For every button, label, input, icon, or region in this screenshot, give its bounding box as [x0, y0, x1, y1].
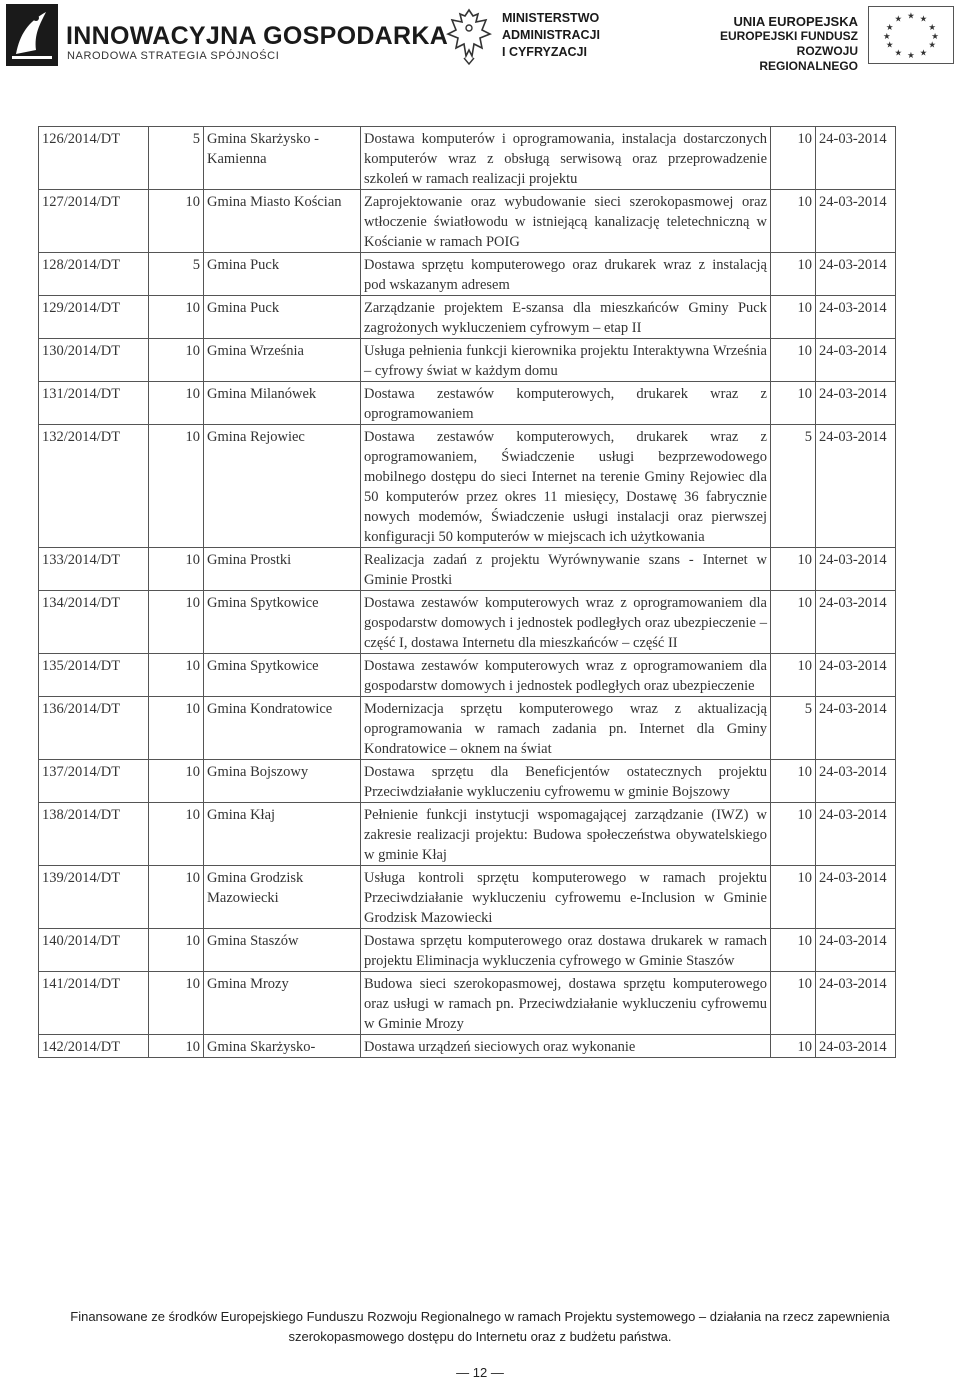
points-cell: 5: [149, 253, 204, 296]
ministry-line: I CYFRYZACJI: [502, 45, 587, 59]
svg-text:★: ★: [885, 39, 894, 50]
polish-eagle-emblem-icon: [444, 6, 494, 66]
description-cell: Dostawa zestawów komputerowych wraz z oprogramowaniem dla gospodarstw domowych i jednostek podległych oraz ubezpieczenie – część I, dostawa Internetu dla mieszkańców – część II: [361, 591, 771, 654]
points-cell: 10: [149, 382, 204, 425]
contract-number-cell: 130/2014/DT: [39, 339, 149, 382]
ministry-name: [502, 10, 600, 61]
table-row: [39, 866, 896, 929]
municipality-cell: Gmina Puck: [204, 296, 361, 339]
table-row: [39, 697, 896, 760]
score-cell: 10: [771, 760, 816, 803]
score-cell: 10: [771, 127, 816, 190]
svg-text:★: ★: [928, 22, 937, 33]
svg-text:★: ★: [919, 47, 928, 58]
score-cell: 5: [771, 697, 816, 760]
contract-number-cell: 142/2014/DT: [39, 1035, 149, 1058]
description-cell: Dostawa zestawów komputerowych, drukarek wraz z oprogramowaniem: [361, 382, 771, 425]
score-cell: 5: [771, 425, 816, 548]
svg-text:★: ★: [907, 50, 915, 61]
description-cell: Realizacja zadań z projektu Wyrównywanie szans - Internet w Gminie Prostki: [361, 548, 771, 591]
date-cell: 24-03-2014: [816, 1035, 896, 1058]
description-cell: Budowa sieci szerokopasmowej, dostawa sprzętu komputerowego oraz usługi w ramach pn. Przeciwdziałanie wykluczeniu cyfrowemu w Gminie Mrozy: [361, 972, 771, 1035]
municipality-cell: Gmina Rejowiec: [204, 425, 361, 548]
table-row: [39, 972, 896, 1035]
points-cell: 10: [149, 972, 204, 1035]
eu-fund-name: [718, 14, 858, 74]
table-row: [39, 548, 896, 591]
description-cell: Dostawa sprzętu komputerowego oraz dostawa drukarek w ramach projektu Eliminacja wykluczenia cyfrowego w Gminie Staszów: [361, 929, 771, 972]
municipality-cell: Gmina Spytkowice: [204, 591, 361, 654]
contract-number-cell: 137/2014/DT: [39, 760, 149, 803]
description-cell: Zaprojektowanie oraz wybudowanie sieci szerokopasmowej oraz wtłoczenie światłowodu w istniejącą kanalizację teletechniczną w Kościanie w ramach POIG: [361, 190, 771, 253]
page-header: [0, 0, 960, 75]
municipality-cell: Gmina Staszów: [204, 929, 361, 972]
points-cell: 10: [149, 866, 204, 929]
score-cell: 10: [771, 190, 816, 253]
municipality-cell: Gmina Września: [204, 339, 361, 382]
points-cell: 10: [149, 1035, 204, 1058]
description-cell: Dostawa zestawów komputerowych wraz z oprogramowaniem dla gospodarstw domowych i jednostek podległych oraz ubezpieczenie: [361, 654, 771, 697]
contract-number-cell: 135/2014/DT: [39, 654, 149, 697]
score-cell: 10: [771, 253, 816, 296]
contract-number-cell: 131/2014/DT: [39, 382, 149, 425]
score-cell: 10: [771, 339, 816, 382]
table-row: [39, 296, 896, 339]
points-cell: 10: [149, 296, 204, 339]
date-cell: 24-03-2014: [816, 654, 896, 697]
municipality-cell: Gmina Puck: [204, 253, 361, 296]
page-number-value: 12: [472, 1365, 488, 1380]
page-footer: [0, 1307, 960, 1347]
date-cell: 24-03-2014: [816, 253, 896, 296]
contract-number-cell: 138/2014/DT: [39, 803, 149, 866]
table-row: [39, 253, 896, 296]
date-cell: 24-03-2014: [816, 866, 896, 929]
svg-text:★: ★: [931, 30, 940, 41]
table-row: [39, 1035, 896, 1058]
contract-number-cell: 133/2014/DT: [39, 548, 149, 591]
municipality-cell: Gmina Prostki: [204, 548, 361, 591]
municipality-cell: Gmina Milanówek: [204, 382, 361, 425]
description-cell: Modernizacja sprzętu komputerowego wraz z aktualizacją oprogramowania w ramach zadania pn. Internet dla Gminy Kondratowice – oknem na świat: [361, 697, 771, 760]
date-cell: 24-03-2014: [816, 760, 896, 803]
date-cell: 24-03-2014: [816, 339, 896, 382]
page-number-dash: —: [490, 1365, 504, 1380]
score-cell: 10: [771, 803, 816, 866]
description-cell: Pełnienie funkcji instytucji wspomagającej zarządzanie (IWZ) w zakresie realizacji projektu: Budowa społeczeństwa obywatelskiego w gminie Kłaj: [361, 803, 771, 866]
footer-line: szerokopasmowego dostępu do Internetu oraz z budżetu państwa.: [288, 1329, 672, 1344]
table-row: [39, 339, 896, 382]
table-row: [39, 760, 896, 803]
svg-text:★: ★: [919, 13, 928, 24]
score-cell: 10: [771, 1035, 816, 1058]
svg-text:★: ★: [894, 47, 903, 58]
date-cell: 24-03-2014: [816, 591, 896, 654]
tender-table: [38, 126, 896, 1058]
points-cell: 10: [149, 760, 204, 803]
table-row: [39, 929, 896, 972]
eu-line: EUROPEJSKI FUNDUSZ: [719, 29, 858, 43]
points-cell: 10: [149, 929, 204, 972]
points-cell: 10: [149, 803, 204, 866]
ministry-line: MINISTERSTWO: [502, 11, 600, 25]
table-row: [39, 654, 896, 697]
municipality-cell: Gmina Skarżysko - Kamienna: [204, 127, 361, 190]
description-cell: Dostawa zestawów komputerowych, drukarek wraz z oprogramowaniem, Świadczenie usługi bezprzewodowego mobilnego dostępu do sieci Internet na terenie Gminy Rejowiec dla 50 komputerów przez okres 11 miesięcy, Dostawę 36 fabrycznie nowych modemów, Świadczenie usługi instalacji oraz pierwszej konfiguracji 50 komputerów w miejscach ich użytkowania: [361, 425, 771, 548]
svg-text:★: ★: [882, 30, 891, 41]
points-cell: 10: [149, 190, 204, 253]
score-cell: 10: [771, 866, 816, 929]
table-row: [39, 382, 896, 425]
tender-table-body: [39, 127, 896, 1058]
ig-title: INNOWACYJNA GOSPODARKA: [66, 22, 449, 50]
table-row: [39, 190, 896, 253]
date-cell: 24-03-2014: [816, 697, 896, 760]
svg-text:★: ★: [894, 13, 903, 24]
innowacyjna-gospodarka-logo-icon: [6, 4, 58, 66]
municipality-cell: Gmina Spytkowice: [204, 654, 361, 697]
description-cell: Dostawa sprzętu komputerowego oraz drukarek wraz z instalacją pod wskazanym adresem: [361, 253, 771, 296]
table-row: [39, 803, 896, 866]
municipality-cell: Gmina Bojszowy: [204, 760, 361, 803]
date-cell: 24-03-2014: [816, 190, 896, 253]
date-cell: 24-03-2014: [816, 296, 896, 339]
eu-line: UNIA EUROPEJSKA: [733, 14, 858, 29]
date-cell: 24-03-2014: [816, 382, 896, 425]
points-cell: 10: [149, 591, 204, 654]
municipality-cell: Gmina Kłaj: [204, 803, 361, 866]
score-cell: 10: [771, 548, 816, 591]
contract-number-cell: 128/2014/DT: [39, 253, 149, 296]
municipality-cell: Gmina Skarżysko-: [204, 1035, 361, 1058]
svg-text:★: ★: [928, 39, 937, 50]
date-cell: 24-03-2014: [816, 127, 896, 190]
score-cell: 10: [771, 296, 816, 339]
description-cell: Dostawa komputerów i oprogramowania, instalacja dostarczonych komputerów wraz z obsługą serwisową oraz przeprowadzenie szkoleń w ramach realizacji projektu: [361, 127, 771, 190]
contract-number-cell: 140/2014/DT: [39, 929, 149, 972]
ministry-line: ADMINISTRACJI: [502, 28, 600, 42]
score-cell: 10: [771, 591, 816, 654]
municipality-cell: Gmina Mrozy: [204, 972, 361, 1035]
contract-number-cell: 139/2014/DT: [39, 866, 149, 929]
eu-line: ROZWOJU REGIONALNEGO: [759, 44, 858, 73]
eu-flag-icon: [868, 6, 954, 64]
points-cell: 10: [149, 548, 204, 591]
points-cell: 10: [149, 654, 204, 697]
page-number: [0, 1365, 960, 1380]
footer-line: Finansowane ze środków Europejskiego Funduszu Rozwoju Regionalnego w ramach Projektu systemowego – działania na rzecz zapewnienia: [70, 1309, 890, 1324]
date-cell: 24-03-2014: [816, 803, 896, 866]
points-cell: 10: [149, 339, 204, 382]
contract-number-cell: 141/2014/DT: [39, 972, 149, 1035]
date-cell: 24-03-2014: [816, 972, 896, 1035]
contract-number-cell: 129/2014/DT: [39, 296, 149, 339]
date-cell: 24-03-2014: [816, 548, 896, 591]
contract-number-cell: 127/2014/DT: [39, 190, 149, 253]
date-cell: 24-03-2014: [816, 425, 896, 548]
points-cell: 10: [149, 697, 204, 760]
municipality-cell: Gmina Grodzisk Mazowiecki: [204, 866, 361, 929]
description-cell: Zarządzanie projektem E-szansa dla mieszkańców Gminy Puck zagrożonych wykluczeniem cyfrowym – etap II: [361, 296, 771, 339]
page-number-dash: —: [456, 1365, 470, 1380]
table-row: [39, 591, 896, 654]
ig-subtitle: NARODOWA STRATEGIA SPÓJNOŚCI: [67, 50, 280, 62]
contract-number-cell: 126/2014/DT: [39, 127, 149, 190]
svg-text:★: ★: [885, 22, 894, 33]
score-cell: 10: [771, 654, 816, 697]
score-cell: 10: [771, 929, 816, 972]
date-cell: 24-03-2014: [816, 929, 896, 972]
points-cell: 10: [149, 425, 204, 548]
municipality-cell: Gmina Kondratowice: [204, 697, 361, 760]
municipality-cell: Gmina Miasto Kościan: [204, 190, 361, 253]
description-cell: Dostawa urządzeń sieciowych oraz wykonanie: [361, 1035, 771, 1058]
table-row: [39, 425, 896, 548]
description-cell: Usługa kontroli sprzętu komputerowego w ramach projektu Przeciwdziałanie wykluczeniu cyfrowemu e-Inclusion w Gminie Grodzisk Mazowiecki: [361, 866, 771, 929]
table-row: [39, 127, 896, 190]
contract-number-cell: 134/2014/DT: [39, 591, 149, 654]
points-cell: 5: [149, 127, 204, 190]
svg-text:★: ★: [907, 10, 915, 21]
description-cell: Usługa pełnienia funkcji kierownika projektu Interaktywna Września – cyfrowy świat w każdym domu: [361, 339, 771, 382]
contract-number-cell: 136/2014/DT: [39, 697, 149, 760]
score-cell: 10: [771, 382, 816, 425]
contract-number-cell: 132/2014/DT: [39, 425, 149, 548]
description-cell: Dostawa sprzętu dla Beneficjentów ostatecznych projektu Przeciwdziałanie wykluczeniu cyfrowemu w gminie Bojszowy: [361, 760, 771, 803]
score-cell: 10: [771, 972, 816, 1035]
